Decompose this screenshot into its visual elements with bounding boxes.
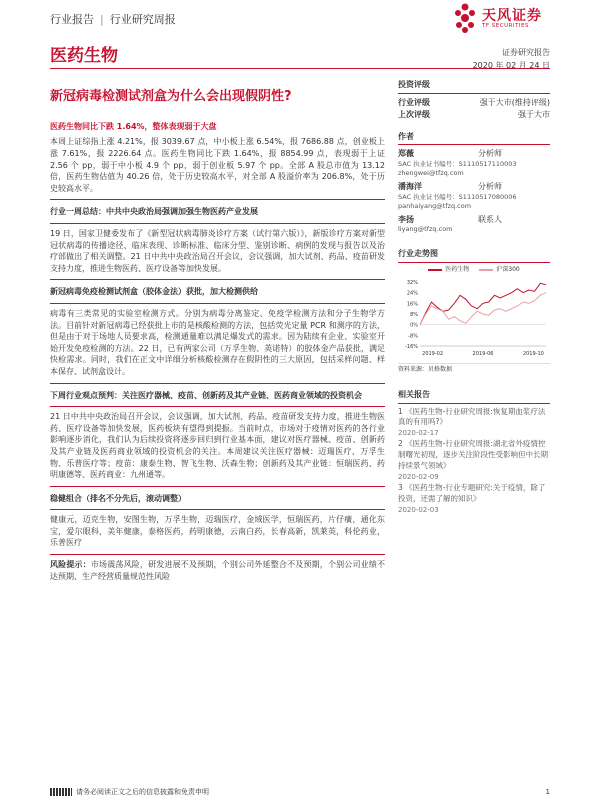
legend-swatch xyxy=(428,269,442,271)
tag-separator: | xyxy=(100,13,104,26)
tag-weekly-report: 行业研究周报 xyxy=(109,13,176,26)
chart-legend xyxy=(398,266,550,275)
legend-item xyxy=(479,266,519,275)
legend-item xyxy=(428,266,469,275)
author-entry xyxy=(398,214,550,235)
related-title[interactable]: 《医药生物-行业专题研究:关于疫情，除了投资，还需了解的知识》 xyxy=(398,483,546,504)
header-divider xyxy=(50,68,550,69)
section3-body: 21 日中共中央政治局召开会议，会议强调，加大试剂、药品、疫苗研发支持力度，推进生物医药、医疗设备等加快发展，医药板块有望得到提振。当前时点，市场对于疫情对医药的各行业影响逐步消化，我们认为后续投资将逐步回归到行业基本面，建议对医疗器械、疫苗、创新药及其产业链及医药商业领域的投资机会的关注。本周建议关注医疗器械：迈瑞医疗、万孚生物、乐普医疗等；疫苗：康泰生物、智飞生物、沃森生物；创新药及其产业链：恒瑞医药、药明康德等、医药商业：九州通等。 xyxy=(50,412,385,480)
trend-heading: 行业走势图 xyxy=(398,248,550,263)
series-line-pharma xyxy=(420,283,546,324)
report-type: 证券研究报告 xyxy=(502,48,550,57)
author-email[interactable]: liyang@tfzq.com xyxy=(398,225,453,234)
author-email[interactable]: zhengwei@tfzq.com xyxy=(398,168,464,177)
rating-value: 强于大市 xyxy=(518,109,550,119)
related-date: 2020-02-17 xyxy=(398,429,439,438)
section-divider xyxy=(50,303,385,304)
report-title: 新冠病毒检测试剂盒为什么会出现假阴性? xyxy=(50,89,292,104)
main-column xyxy=(50,88,385,582)
section1-heading: 行业一周总结：中共中央政治局强调加强生物医药产业发展 xyxy=(50,207,258,217)
sidebar xyxy=(398,79,550,516)
logo-icon xyxy=(452,2,478,34)
section-divider xyxy=(50,486,385,487)
rating-row xyxy=(398,109,550,121)
legend-label: 沪深300 xyxy=(496,266,520,274)
rating-row xyxy=(398,97,550,109)
section-divider xyxy=(50,509,385,510)
y-tick-label: -8% xyxy=(408,333,418,340)
section-divider xyxy=(50,223,385,224)
section-divider xyxy=(50,199,385,200)
author-name: 郑薇 xyxy=(398,149,414,159)
related-number: 1 xyxy=(398,406,403,416)
company-logo xyxy=(452,0,562,36)
rating-key: 行业评级 xyxy=(398,97,430,107)
section-divider xyxy=(50,554,385,555)
related-report[interactable] xyxy=(398,483,550,515)
logo-text-en: TF SECURITIES xyxy=(482,23,529,29)
author-email[interactable]: panhaiyang@tfzq.com xyxy=(398,201,472,210)
author-entry xyxy=(398,181,550,211)
page-footer xyxy=(50,787,550,797)
page-number: 1 xyxy=(545,788,550,796)
risk-label: 风险提示： xyxy=(50,560,91,570)
logo-text-cn: 天风证券 xyxy=(482,8,542,24)
sector-title: 医药生物 xyxy=(50,46,118,66)
related-heading: 相关报告 xyxy=(398,389,550,404)
author-name: 李扬 xyxy=(398,214,414,224)
trend-chart xyxy=(398,278,550,358)
section2-heading: 新冠病毒免疫检测试剂盒（胶体金法）获批，加大检测供给 xyxy=(50,287,258,297)
section-divider xyxy=(50,383,385,384)
related-report[interactable] xyxy=(398,439,550,482)
author-name: 潘海洋 xyxy=(398,181,422,191)
y-tick-label: 8% xyxy=(410,311,418,318)
report-date: 2020 年 02 月 24 日 xyxy=(472,61,550,70)
related-number: 3 xyxy=(398,483,403,493)
y-tick-label: 24% xyxy=(406,290,418,297)
chart-source: 资料来源：贝格数据 xyxy=(398,363,550,375)
related-date: 2020-02-03 xyxy=(398,506,439,514)
section2-body: 病毒有三类常见的实验室检测方式。分别为病毒分离鉴定、免疫学检测方法和分子生物学方法。目前针对新冠病毒已经获批上市的是核酸检测的方法，包括荧光定量 PCR 和测序的方法，但是由于对于场地人员要求高，检测通量难以满足爆发式的需求。因为陆续有企业、实验室开始开发免疫检测的方法。22 日，已有两家公司（万孚生物、英诺特）的胶体金产品获批，满足快检需求。同时，我们在正文中详细分析核酸检测存在假阴性的三大原因，包括采样问题、样本保存、试剂盒设计。 xyxy=(50,308,385,376)
rating-heading: 投资评级 xyxy=(398,79,550,94)
rating-value: 强于大市(维持评级) xyxy=(479,97,550,107)
summary-heading: 医药生物同比下跌 1.64%，整体表现弱于大盘 xyxy=(50,121,217,131)
y-tick-label: 16% xyxy=(406,301,418,308)
legend-swatch xyxy=(479,269,493,271)
legend-label: 医药生物 xyxy=(445,266,470,274)
authors-heading: 作者 xyxy=(398,131,550,146)
section-divider xyxy=(50,406,385,407)
related-report[interactable] xyxy=(398,407,550,439)
section4-heading: 稳健组合（排名不分先后，滚动调整） xyxy=(50,493,186,503)
y-tick-label: 32% xyxy=(406,279,418,286)
section4-body: 健康元，迈克生物，安图生物，万孚生物，迈瑞医疗，金域医学，恒瑞医药，片仔癀，通化东宝，爱尔眼科，美年健康，泰格医药，药明康德，云南白药，长春高新，凯莱英，科伦药业，乐普医疗 xyxy=(50,515,385,548)
author-entry xyxy=(398,148,550,178)
author-role: 分析师 xyxy=(478,181,502,191)
tag-industry-report: 行业报告 xyxy=(50,13,94,26)
section3-heading: 下周行业观点预判：关注医疗器械、疫苗、创新药及其产业链、医药商业领域的投资机会 xyxy=(50,390,362,400)
report-category xyxy=(50,12,176,28)
x-tick-label: 2019-10 xyxy=(522,350,544,357)
section-divider xyxy=(50,279,385,280)
summary-body: 本周上证综指上涨 4.21%，报 3039.67 点，中小板上涨 6.54%，报 7686.88 点，创业板上涨 7.61%，报 2226.64 点。医药生物同比下跌 1.64%，报 8854.99 点，表现弱于上证 2.56 个 pp，弱于中小板 4.9 个 pp，弱于创业板 5.97 个 pp。全部 A 股总市值为 13.12 倍，医药生物估值为 40.26 倍，处于历史较高水平，对全部 A 股溢价率为 206.8%，处于历史较高水平。 xyxy=(50,137,385,193)
related-date: 2020-02-09 xyxy=(398,473,439,482)
author-role: 联系人 xyxy=(478,214,502,224)
x-tick-label: 2019-06 xyxy=(472,350,494,357)
footer-notice: 请务必阅读正文之后的信息披露和免责申明 xyxy=(76,788,209,796)
risk-warning xyxy=(50,559,385,582)
barcode-icon xyxy=(50,788,72,796)
section1-body: 19 日，国家卫健委发布了《新型冠状病毒肺炎诊疗方案（试行第六版）》，新版诊疗方案对新型冠状病毒的传播途径、临床表现、诊断标准、临床分型、鉴别诊断、病例的发现与报告以及治疗部做出了相关调整。21 日中共中央政治局召开会议，会议强调，加大试剂、药品、疫苗研发支持力度，推进生物医药、医疗设备等加快发展。 xyxy=(50,229,385,273)
author-cert: SAC 执业证书编号：S1110517110003 xyxy=(398,159,517,168)
related-title[interactable]: 《医药生物-行业研究周报:恢复期血浆疗法真的有用吗?》 xyxy=(398,406,546,427)
related-title[interactable]: 《医药生物-行业研究周报:湖北省外疫情控制曙光初现，逐步关注阶段性受影响但中长期持续景气领域》 xyxy=(398,439,548,471)
risk-body: 市场震荡风险，研发进展不及预期，个别公司外延整合不及预期，个别公司业绩不达预期、生产经营质量规范性风险 xyxy=(50,560,385,581)
rating-key: 上次评级 xyxy=(398,109,430,119)
x-tick-label: 2019-02 xyxy=(422,350,444,357)
y-tick-label: 0% xyxy=(410,322,418,329)
author-role: 分析师 xyxy=(478,149,502,159)
related-number: 2 xyxy=(398,439,403,449)
trend-chart-box xyxy=(398,248,550,375)
author-cert: SAC 执业证书编号：S1110517080006 xyxy=(398,192,517,201)
y-tick-label: -16% xyxy=(405,343,418,350)
